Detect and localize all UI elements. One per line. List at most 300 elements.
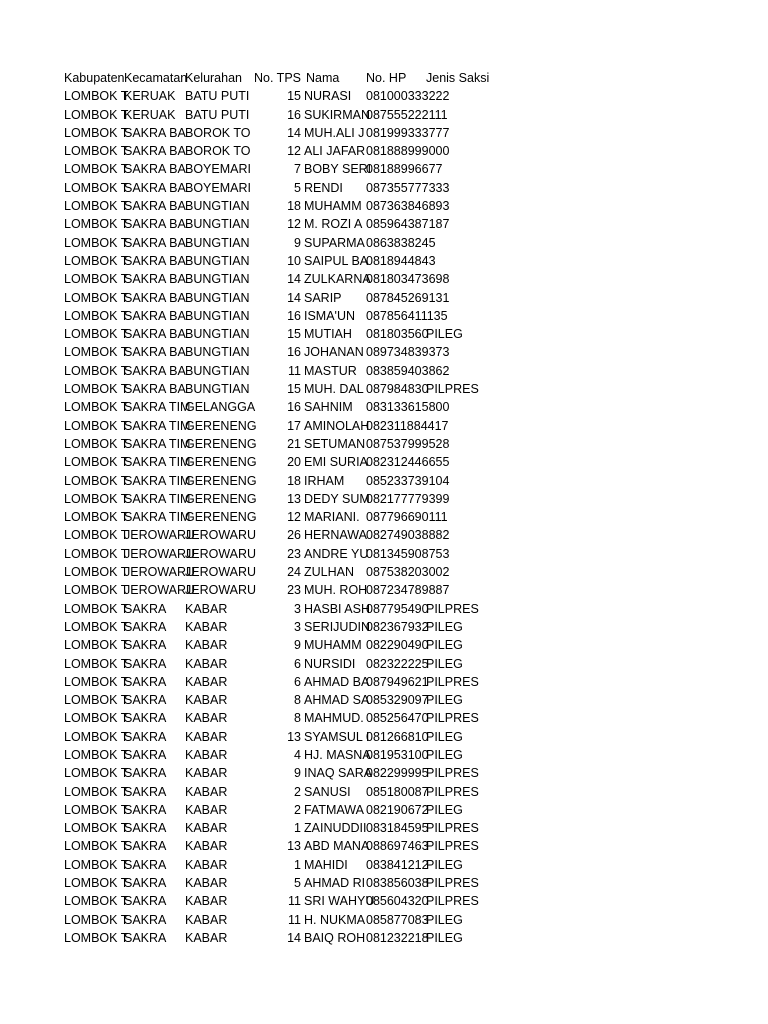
- cell-kecamatan[interactable]: SAKRA TIM: [124, 510, 191, 525]
- cell-no-hp[interactable]: 082177779399: [366, 491, 450, 506]
- cell-jenis-saksi[interactable]: [426, 270, 496, 288]
- header-nama[interactable]: Nama: [306, 71, 340, 85]
- cell-jenis-saksi[interactable]: [426, 581, 496, 599]
- cell-jenis-saksi[interactable]: [426, 435, 496, 453]
- cell-jenis-saksi[interactable]: PILEG: [426, 857, 463, 872]
- cell-kabupaten[interactable]: LOMBOK T: [64, 253, 129, 268]
- cell-kabupaten[interactable]: LOMBOK T: [64, 546, 129, 561]
- cell-no-hp[interactable]: 087363846893: [366, 199, 450, 214]
- header-no-hp[interactable]: No. HP: [366, 71, 407, 85]
- cell-no-tps[interactable]: 8: [294, 711, 301, 726]
- cell-kabupaten[interactable]: LOMBOK T: [64, 400, 129, 415]
- cell-no-hp[interactable]: 081266810: [366, 729, 429, 744]
- cell-kabupaten[interactable]: LOMBOK T: [64, 601, 129, 616]
- cell-nama[interactable]: MASTUR: [304, 363, 357, 378]
- cell-kecamatan[interactable]: KERUAK: [124, 89, 176, 104]
- cell-kabupaten[interactable]: LOMBOK T: [64, 199, 129, 214]
- cell-kecamatan[interactable]: KERUAK: [124, 107, 176, 122]
- cell-no-tps[interactable]: 1: [294, 821, 301, 836]
- cell-kabupaten[interactable]: LOMBOK T: [64, 656, 129, 671]
- cell-jenis-saksi[interactable]: [426, 234, 496, 252]
- cell-nama[interactable]: IRHAM: [304, 473, 345, 488]
- cell-no-tps[interactable]: 10: [287, 253, 301, 268]
- header-kabupaten[interactable]: Kabupaten: [64, 71, 125, 85]
- cell-jenis-saksi[interactable]: [426, 197, 496, 215]
- cell-jenis-saksi[interactable]: [426, 307, 496, 325]
- cell-kelurahan[interactable]: BUNGTIAN: [185, 217, 250, 232]
- cell-kecamatan[interactable]: SAKRA: [124, 729, 167, 744]
- cell-kelurahan[interactable]: JEROWARU: [185, 546, 257, 561]
- cell-kabupaten[interactable]: LOMBOK T: [64, 766, 129, 781]
- cell-jenis-saksi[interactable]: [426, 87, 496, 105]
- cell-jenis-saksi[interactable]: PILPRES: [426, 711, 479, 726]
- cell-no-hp[interactable]: 083859403862: [366, 363, 450, 378]
- cell-no-tps[interactable]: 13: [287, 839, 301, 854]
- cell-jenis-saksi[interactable]: PILPRES: [426, 601, 479, 616]
- cell-kabupaten[interactable]: LOMBOK T: [64, 162, 129, 177]
- cell-no-hp[interactable]: 089734839373: [366, 345, 450, 360]
- cell-no-tps[interactable]: 11: [288, 912, 301, 927]
- cell-kabupaten[interactable]: LOMBOK T: [64, 711, 129, 726]
- cell-no-tps[interactable]: 15: [287, 327, 301, 342]
- cell-jenis-saksi[interactable]: PILEG: [426, 912, 463, 927]
- header-kecamatan[interactable]: Kecamatan: [124, 71, 188, 85]
- cell-kabupaten[interactable]: LOMBOK T: [64, 290, 129, 305]
- cell-kabupaten[interactable]: LOMBOK T: [64, 345, 129, 360]
- cell-no-tps[interactable]: 17: [287, 418, 301, 433]
- cell-kelurahan[interactable]: KABAR: [185, 729, 228, 744]
- cell-jenis-saksi[interactable]: [426, 398, 496, 416]
- cell-kecamatan[interactable]: SAKRA: [124, 857, 167, 872]
- cell-kecamatan[interactable]: SAKRA BA: [124, 180, 186, 195]
- cell-jenis-saksi[interactable]: PILEG: [426, 619, 463, 634]
- cell-jenis-saksi[interactable]: [426, 563, 496, 581]
- cell-kecamatan[interactable]: SAKRA BA: [124, 382, 186, 397]
- cell-kabupaten[interactable]: LOMBOK T: [64, 528, 129, 543]
- cell-kabupaten[interactable]: LOMBOK T: [64, 363, 129, 378]
- cell-no-tps[interactable]: 21: [287, 436, 301, 451]
- cell-no-hp[interactable]: 082190672: [366, 802, 429, 817]
- cell-kecamatan[interactable]: SAKRA: [124, 656, 167, 671]
- cell-nama[interactable]: ZAINUDDII: [304, 821, 367, 836]
- cell-nama[interactable]: FATMAWA: [304, 802, 364, 817]
- cell-kelurahan[interactable]: KABAR: [185, 638, 228, 653]
- cell-kelurahan[interactable]: KABAR: [185, 601, 228, 616]
- cell-jenis-saksi[interactable]: PILEG: [426, 638, 463, 653]
- cell-kecamatan[interactable]: SAKRA TIM: [124, 436, 191, 451]
- cell-nama[interactable]: HJ. MASNA: [304, 747, 371, 762]
- cell-kecamatan[interactable]: JEROWARU: [124, 546, 196, 561]
- cell-no-hp[interactable]: 081000333222: [366, 89, 450, 104]
- cell-kelurahan[interactable]: KABAR: [185, 857, 228, 872]
- cell-kabupaten[interactable]: LOMBOK T: [64, 272, 129, 287]
- cell-kecamatan[interactable]: SAKRA TIM: [124, 400, 191, 415]
- cell-jenis-saksi[interactable]: PILEG: [426, 327, 463, 342]
- cell-kelurahan[interactable]: KABAR: [185, 693, 228, 708]
- cell-no-tps[interactable]: 5: [294, 180, 301, 195]
- cell-kelurahan[interactable]: KABAR: [185, 821, 228, 836]
- cell-no-tps[interactable]: 20: [287, 455, 301, 470]
- cell-kelurahan[interactable]: GERENENG: [185, 510, 257, 525]
- cell-kelurahan[interactable]: KABAR: [185, 839, 228, 854]
- cell-kabupaten[interactable]: LOMBOK T: [64, 821, 129, 836]
- cell-kelurahan[interactable]: KABAR: [185, 674, 228, 689]
- cell-nama[interactable]: SETUMAN: [304, 436, 366, 451]
- cell-kecamatan[interactable]: SAKRA TIM: [124, 491, 191, 506]
- cell-jenis-saksi[interactable]: [426, 179, 496, 197]
- cell-nama[interactable]: MARIANI.: [304, 510, 360, 525]
- cell-no-hp[interactable]: 087856411135: [366, 308, 448, 323]
- cell-kabupaten[interactable]: LOMBOK T: [64, 455, 129, 470]
- cell-no-tps[interactable]: 6: [294, 656, 301, 671]
- header-jenis-saksi[interactable]: Jenis Saksi: [426, 71, 490, 85]
- cell-kabupaten[interactable]: LOMBOK T: [64, 839, 129, 854]
- cell-kecamatan[interactable]: SAKRA BA: [124, 235, 186, 250]
- cell-jenis-saksi[interactable]: PILEG: [426, 729, 463, 744]
- cell-no-hp[interactable]: 082299995: [366, 766, 429, 781]
- cell-jenis-saksi[interactable]: PILEG: [426, 656, 463, 671]
- cell-kabupaten[interactable]: LOMBOK T: [64, 217, 129, 232]
- cell-no-tps[interactable]: 14: [287, 125, 301, 140]
- cell-kecamatan[interactable]: SAKRA BA: [124, 363, 186, 378]
- cell-nama[interactable]: NURASI: [304, 89, 352, 104]
- cell-kelurahan[interactable]: KABAR: [185, 784, 228, 799]
- cell-nama[interactable]: SANUSI: [304, 784, 351, 799]
- cell-jenis-saksi[interactable]: [426, 252, 496, 270]
- cell-jenis-saksi[interactable]: [426, 160, 496, 178]
- cell-kelurahan[interactable]: JEROWARU: [185, 565, 257, 580]
- cell-jenis-saksi[interactable]: [426, 545, 496, 563]
- cell-no-hp[interactable]: 087845269131: [366, 290, 450, 305]
- cell-kabupaten[interactable]: LOMBOK T: [64, 89, 129, 104]
- cell-kabupaten[interactable]: LOMBOK T: [64, 747, 129, 762]
- cell-no-hp[interactable]: 0863838245: [366, 235, 436, 250]
- cell-jenis-saksi[interactable]: [426, 526, 496, 544]
- cell-nama[interactable]: JOHANAN: [304, 345, 364, 360]
- cell-nama[interactable]: H. NUKMA: [304, 912, 366, 927]
- cell-kabupaten[interactable]: LOMBOK T: [64, 674, 129, 689]
- cell-kabupaten[interactable]: LOMBOK T: [64, 912, 129, 927]
- cell-no-hp[interactable]: 085964387187: [366, 217, 450, 232]
- cell-kelurahan[interactable]: BOROK TO: [185, 144, 251, 159]
- cell-kabupaten[interactable]: LOMBOK T: [64, 876, 129, 891]
- cell-nama[interactable]: SRI WAHYU: [304, 894, 375, 909]
- cell-kabupaten[interactable]: LOMBOK T: [64, 894, 129, 909]
- cell-kecamatan[interactable]: SAKRA: [124, 912, 167, 927]
- cell-kecamatan[interactable]: SAKRA BA: [124, 272, 186, 287]
- cell-kecamatan[interactable]: SAKRA: [124, 839, 167, 854]
- cell-kelurahan[interactable]: BOYEMARI: [185, 162, 251, 177]
- cell-kabupaten[interactable]: LOMBOK T: [64, 144, 129, 159]
- cell-no-tps[interactable]: 5: [294, 876, 301, 891]
- cell-kelurahan[interactable]: BUNGTIAN: [185, 327, 250, 342]
- cell-jenis-saksi[interactable]: PILPRES: [426, 839, 479, 854]
- cell-nama[interactable]: SYAMSUL I: [304, 729, 370, 744]
- cell-no-tps[interactable]: 7: [294, 162, 301, 177]
- cell-kelurahan[interactable]: GERENENG: [185, 455, 257, 470]
- cell-no-hp[interactable]: 087555222111: [366, 107, 448, 122]
- cell-no-tps[interactable]: 14: [287, 272, 301, 287]
- cell-jenis-saksi[interactable]: PILPRES: [426, 821, 479, 836]
- cell-kelurahan[interactable]: BUNGTIAN: [185, 345, 250, 360]
- cell-kelurahan[interactable]: GERENENG: [185, 436, 257, 451]
- cell-kecamatan[interactable]: SAKRA BA: [124, 199, 186, 214]
- cell-no-tps[interactable]: 4: [294, 747, 301, 762]
- cell-kelurahan[interactable]: GERENENG: [185, 418, 257, 433]
- cell-jenis-saksi[interactable]: PILPRES: [426, 766, 479, 781]
- cell-no-tps[interactable]: 12: [287, 144, 301, 159]
- cell-nama[interactable]: DEDY SUM: [304, 491, 370, 506]
- cell-jenis-saksi[interactable]: [426, 124, 496, 142]
- cell-nama[interactable]: AHMAD BA: [304, 674, 370, 689]
- cell-jenis-saksi[interactable]: PILPRES: [426, 674, 479, 689]
- cell-jenis-saksi[interactable]: [426, 106, 496, 124]
- cell-kecamatan[interactable]: SAKRA: [124, 601, 167, 616]
- cell-kabupaten[interactable]: LOMBOK T: [64, 583, 129, 598]
- cell-no-hp[interactable]: 087796690111: [366, 510, 448, 525]
- cell-no-tps[interactable]: 1: [294, 857, 301, 872]
- cell-kecamatan[interactable]: SAKRA: [124, 674, 167, 689]
- cell-no-hp[interactable]: 083841212: [366, 857, 429, 872]
- cell-no-hp[interactable]: 081953100: [366, 747, 429, 762]
- cell-no-tps[interactable]: 15: [287, 382, 301, 397]
- cell-kabupaten[interactable]: LOMBOK T: [64, 784, 129, 799]
- cell-no-hp[interactable]: 087537999528: [366, 436, 450, 451]
- cell-nama[interactable]: SERIJUDIN: [304, 619, 370, 634]
- cell-kelurahan[interactable]: BUNGTIAN: [185, 290, 250, 305]
- cell-no-hp[interactable]: 085180087: [366, 784, 429, 799]
- cell-no-tps[interactable]: 12: [287, 217, 301, 232]
- cell-nama[interactable]: BAIQ ROH: [304, 930, 366, 945]
- cell-kelurahan[interactable]: BOROK TO: [185, 125, 251, 140]
- cell-nama[interactable]: AMINOLAH: [304, 418, 370, 433]
- cell-kabupaten[interactable]: LOMBOK T: [64, 565, 129, 580]
- cell-no-tps[interactable]: 13: [287, 729, 301, 744]
- cell-no-hp[interactable]: 081345908753: [366, 546, 450, 561]
- cell-kabupaten[interactable]: LOMBOK T: [64, 930, 129, 945]
- cell-kabupaten[interactable]: LOMBOK T: [64, 857, 129, 872]
- cell-no-hp[interactable]: 085256470: [366, 711, 429, 726]
- cell-kelurahan[interactable]: KABAR: [185, 747, 228, 762]
- cell-kabupaten[interactable]: LOMBOK T: [64, 235, 129, 250]
- cell-jenis-saksi[interactable]: [426, 343, 496, 361]
- cell-kabupaten[interactable]: LOMBOK T: [64, 619, 129, 634]
- cell-no-hp[interactable]: 08188996677: [366, 162, 443, 177]
- cell-jenis-saksi[interactable]: PILEG: [426, 747, 463, 762]
- cell-kecamatan[interactable]: SAKRA: [124, 930, 167, 945]
- cell-no-hp[interactable]: 083856038: [366, 876, 429, 891]
- cell-kelurahan[interactable]: KABAR: [185, 711, 228, 726]
- cell-kelurahan[interactable]: BUNGTIAN: [185, 272, 250, 287]
- cell-no-tps[interactable]: 13: [287, 491, 301, 506]
- cell-no-hp[interactable]: 081999333777: [366, 125, 450, 140]
- cell-no-tps[interactable]: 3: [294, 619, 301, 634]
- cell-jenis-saksi[interactable]: [426, 417, 496, 435]
- cell-no-tps[interactable]: 15: [287, 89, 301, 104]
- cell-no-hp[interactable]: 087949621: [366, 674, 429, 689]
- cell-nama[interactable]: AHMAD SA: [304, 693, 370, 708]
- cell-kabupaten[interactable]: LOMBOK T: [64, 510, 129, 525]
- cell-jenis-saksi[interactable]: [426, 362, 496, 380]
- cell-kelurahan[interactable]: KABAR: [185, 802, 228, 817]
- cell-no-hp[interactable]: 083184595: [366, 821, 429, 836]
- cell-no-tps[interactable]: 11: [288, 894, 301, 909]
- cell-kelurahan[interactable]: KABAR: [185, 912, 228, 927]
- cell-kecamatan[interactable]: SAKRA: [124, 802, 167, 817]
- cell-kelurahan[interactable]: JEROWARU: [185, 528, 257, 543]
- cell-kelurahan[interactable]: BUNGTIAN: [185, 382, 250, 397]
- cell-jenis-saksi[interactable]: PILPRES: [426, 784, 479, 799]
- cell-kecamatan[interactable]: SAKRA: [124, 766, 167, 781]
- cell-kelurahan[interactable]: BUNGTIAN: [185, 235, 250, 250]
- cell-jenis-saksi[interactable]: PILEG: [426, 930, 463, 945]
- cell-kelurahan[interactable]: BATU PUTI: [185, 89, 250, 104]
- cell-no-tps[interactable]: 12: [287, 510, 301, 525]
- cell-nama[interactable]: MUHAMM: [304, 638, 362, 653]
- cell-nama[interactable]: MUH.ALI J: [304, 125, 365, 140]
- cell-kelurahan[interactable]: KABAR: [185, 894, 228, 909]
- cell-kecamatan[interactable]: SAKRA BA: [124, 162, 186, 177]
- cell-nama[interactable]: HASBI ASH: [304, 601, 370, 616]
- cell-kecamatan[interactable]: SAKRA TIM: [124, 473, 191, 488]
- cell-nama[interactable]: AHMAD RI: [304, 876, 366, 891]
- cell-nama[interactable]: SARIP: [304, 290, 342, 305]
- cell-nama[interactable]: HERNAWA: [304, 528, 367, 543]
- cell-no-tps[interactable]: 23: [287, 546, 301, 561]
- cell-no-tps[interactable]: 3: [294, 601, 301, 616]
- cell-kecamatan[interactable]: SAKRA: [124, 894, 167, 909]
- cell-nama[interactable]: ANDRE YU: [304, 546, 369, 561]
- cell-no-tps[interactable]: 9: [294, 235, 301, 250]
- cell-no-hp[interactable]: 081232218: [366, 930, 429, 945]
- cell-nama[interactable]: SUPARMA: [304, 235, 365, 250]
- cell-kecamatan[interactable]: SAKRA BA: [124, 144, 186, 159]
- cell-jenis-saksi[interactable]: PILEG: [426, 693, 463, 708]
- cell-no-tps[interactable]: 16: [287, 400, 301, 415]
- cell-kecamatan[interactable]: SAKRA: [124, 638, 167, 653]
- cell-jenis-saksi[interactable]: [426, 508, 496, 526]
- cell-no-hp[interactable]: 085233739104: [366, 473, 450, 488]
- cell-nama[interactable]: BOBY SERI: [304, 162, 372, 177]
- cell-kecamatan[interactable]: SAKRA BA: [124, 345, 186, 360]
- cell-no-tps[interactable]: 24: [287, 565, 301, 580]
- cell-kabupaten[interactable]: LOMBOK T: [64, 308, 129, 323]
- cell-jenis-saksi[interactable]: PILPRES: [426, 894, 479, 909]
- cell-no-hp[interactable]: 087234789887: [366, 583, 450, 598]
- cell-no-hp[interactable]: 082367932: [366, 619, 429, 634]
- cell-kecamatan[interactable]: SAKRA TIM: [124, 455, 191, 470]
- cell-jenis-saksi[interactable]: PILEG: [426, 802, 463, 817]
- cell-no-hp[interactable]: 087538203002: [366, 565, 450, 580]
- cell-nama[interactable]: MAHMUD.: [304, 711, 364, 726]
- cell-no-hp[interactable]: 081803560: [366, 327, 429, 342]
- cell-kecamatan[interactable]: SAKRA: [124, 821, 167, 836]
- cell-no-hp[interactable]: 088697463: [366, 839, 429, 854]
- cell-no-hp[interactable]: 082312446655: [366, 455, 450, 470]
- cell-kecamatan[interactable]: SAKRA BA: [124, 290, 186, 305]
- cell-no-hp[interactable]: 082749038882: [366, 528, 450, 543]
- cell-kabupaten[interactable]: LOMBOK T: [64, 327, 129, 342]
- cell-kecamatan[interactable]: SAKRA BA: [124, 308, 186, 323]
- cell-kabupaten[interactable]: LOMBOK T: [64, 107, 129, 122]
- cell-kecamatan[interactable]: SAKRA BA: [124, 125, 186, 140]
- cell-kabupaten[interactable]: LOMBOK T: [64, 473, 129, 488]
- cell-kelurahan[interactable]: BUNGTIAN: [185, 199, 250, 214]
- cell-kecamatan[interactable]: SAKRA: [124, 619, 167, 634]
- cell-nama[interactable]: INAQ SARA: [304, 766, 373, 781]
- cell-kecamatan[interactable]: SAKRA: [124, 747, 167, 762]
- cell-no-hp[interactable]: 087355777333: [366, 180, 450, 195]
- cell-kelurahan[interactable]: GERENENG: [185, 473, 257, 488]
- cell-nama[interactable]: EMI SURIA: [304, 455, 368, 470]
- cell-nama[interactable]: NURSIDI: [304, 656, 356, 671]
- cell-no-hp[interactable]: 085877083: [366, 912, 429, 927]
- cell-kecamatan[interactable]: SAKRA BA: [124, 327, 186, 342]
- cell-nama[interactable]: ZULHAN: [304, 565, 355, 580]
- cell-kabupaten[interactable]: LOMBOK T: [64, 382, 129, 397]
- cell-no-tps[interactable]: 11: [288, 363, 301, 378]
- cell-no-hp[interactable]: 082322225: [366, 656, 429, 671]
- cell-no-tps[interactable]: 16: [287, 345, 301, 360]
- cell-no-tps[interactable]: 16: [287, 308, 301, 323]
- cell-kecamatan[interactable]: JEROWARU: [124, 565, 196, 580]
- cell-no-tps[interactable]: 26: [287, 528, 301, 543]
- header-no-tps[interactable]: No. TPS: [253, 71, 301, 85]
- cell-nama[interactable]: MUH. DAL: [304, 382, 364, 397]
- cell-no-tps[interactable]: 6: [294, 674, 301, 689]
- cell-kelurahan[interactable]: KABAR: [185, 876, 228, 891]
- cell-kelurahan[interactable]: BUNGTIAN: [185, 363, 250, 378]
- cell-kelurahan[interactable]: BATU PUTI: [185, 107, 250, 122]
- cell-no-tps[interactable]: 18: [287, 473, 301, 488]
- cell-kelurahan[interactable]: KABAR: [185, 656, 228, 671]
- cell-nama[interactable]: ISMA'UN: [304, 308, 356, 323]
- cell-nama[interactable]: MUTIAH: [304, 327, 352, 342]
- cell-no-tps[interactable]: 18: [287, 199, 301, 214]
- cell-kelurahan[interactable]: GELANGGA: [185, 400, 256, 415]
- cell-kecamatan[interactable]: JEROWARU: [124, 528, 196, 543]
- cell-no-tps[interactable]: 16: [287, 107, 301, 122]
- cell-nama[interactable]: ZULKARNA: [304, 272, 371, 287]
- cell-nama[interactable]: MUH. ROH: [304, 583, 368, 598]
- cell-no-hp[interactable]: 0818944843: [366, 253, 436, 268]
- cell-kelurahan[interactable]: BUNGTIAN: [185, 308, 250, 323]
- cell-no-tps[interactable]: 8: [294, 693, 301, 708]
- cell-nama[interactable]: MUHAMM: [304, 199, 362, 214]
- cell-no-tps[interactable]: 23: [287, 583, 301, 598]
- cell-no-tps[interactable]: 9: [294, 766, 301, 781]
- cell-kelurahan[interactable]: KABAR: [185, 619, 228, 634]
- cell-jenis-saksi[interactable]: [426, 215, 496, 233]
- cell-kecamatan[interactable]: SAKRA: [124, 711, 167, 726]
- cell-no-hp[interactable]: 081888999000: [366, 144, 450, 159]
- cell-jenis-saksi[interactable]: [426, 490, 496, 508]
- cell-jenis-saksi[interactable]: PILPRES: [426, 876, 479, 891]
- cell-kecamatan[interactable]: SAKRA TIM: [124, 418, 191, 433]
- cell-kabupaten[interactable]: LOMBOK T: [64, 693, 129, 708]
- cell-kabupaten[interactable]: LOMBOK T: [64, 125, 129, 140]
- cell-no-hp[interactable]: 081803473698: [366, 272, 450, 287]
- cell-kelurahan[interactable]: KABAR: [185, 930, 228, 945]
- cell-kelurahan[interactable]: BOYEMARI: [185, 180, 251, 195]
- cell-kabupaten[interactable]: LOMBOK T: [64, 802, 129, 817]
- cell-kecamatan[interactable]: SAKRA BA: [124, 217, 186, 232]
- cell-nama[interactable]: ABD MANA: [304, 839, 370, 854]
- cell-kabupaten[interactable]: LOMBOK T: [64, 729, 129, 744]
- header-kelurahan[interactable]: Kelurahan: [185, 71, 242, 85]
- cell-kelurahan[interactable]: GERENENG: [185, 491, 257, 506]
- cell-kecamatan[interactable]: SAKRA: [124, 693, 167, 708]
